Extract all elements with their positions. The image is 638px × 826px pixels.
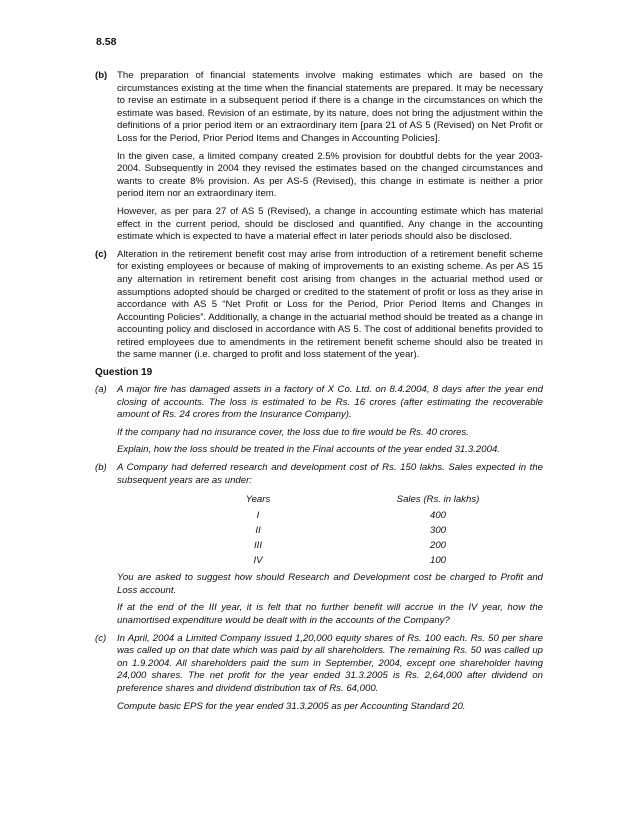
answer-b bbox=[95, 70, 543, 244]
question-c bbox=[95, 633, 543, 714]
table-cell-sales: 300 bbox=[429, 525, 446, 537]
table-header-sales: Sales (Rs. in lakhs) bbox=[396, 494, 480, 506]
table-header-years: Years bbox=[245, 494, 271, 506]
table-cell-sales: 200 bbox=[429, 540, 446, 552]
paragraph: Alteration in the retirement benefit cost may arise from introduction of a retirement benefit scheme for existing employees or because of making of improvements to an existing scheme. As per AS 15 any alternation in retirement benefit cost arising from changes in the actuarial method used or assumptions adopted should be charged or credited to the statement of profit or loss as they arise in accordance with AS 5 “Net Profit or Loss for the Period, Prior Period Items and Changes in Accounting Policies”. Additionally, a change in the actuarial method should be treated as a change in accounting policy and disclosed in accordance with AS 5. The cost of additional benefits provided to retired employees due to amendments in the retirement benefit scheme should also be treated in the same manner (i.e. charged to profit and loss statement of the year). bbox=[117, 248, 543, 361]
table-cell-year: IV bbox=[253, 555, 263, 567]
table-cell-year: I bbox=[256, 510, 260, 522]
table-cell-year: II bbox=[255, 525, 261, 537]
table-row bbox=[183, 523, 483, 538]
table-row bbox=[183, 508, 483, 523]
paragraph: If the company had no insurance cover, the loss due to fire would be Rs. 40 crores. bbox=[117, 426, 469, 438]
paragraph: A Company had deferred research and development cost of Rs. 150 lakhs. Sales expected in the subsequent years are as under: bbox=[117, 462, 543, 486]
paragraph: However, as per para 27 of AS 5 (Revised), a change in accounting estimate which has material effect in the current period, should be disclosed and quantified. Any change in the accounting estimate which is expected to have a material effect in later periods should also be disclosed. bbox=[117, 205, 543, 243]
item-label: (b) bbox=[95, 462, 107, 474]
page-content bbox=[95, 70, 543, 718]
paragraph: The preparation of financial statements involve making estimates which are based on the circumstances existing at the time when the financial statements are prepared. It may be necessary to revise an estimate in a subsequent period if there is a change in the circumstances on which the estimate was based. Revision of an estimate, by its nature, does not bring the adjustment within the definitions of a prior period item or an extraordinary item [para 21 of AS 5 (Revised) on Net Profit or Loss for the Period, Prior Period Items and Changes in Accounting Policies]. bbox=[117, 70, 543, 144]
table-header-row bbox=[183, 492, 483, 508]
table-row bbox=[183, 553, 483, 568]
paragraph: In the given case, a limited company created 2.5% provision for doubtful debts for the year 2003-2004. Subsequently in 2004 they revised the estimates based on the changed circumstances and wants to create 8% provision. As per AS-5 (Revised), this change in estimate is neither a prior period item nor an extraordinary item. bbox=[117, 150, 543, 200]
page-number: 8.58 bbox=[96, 36, 117, 48]
table-cell-sales: 100 bbox=[429, 555, 446, 567]
table-cell-sales: 400 bbox=[429, 510, 446, 522]
table-row bbox=[183, 538, 483, 553]
item-label: (c) bbox=[95, 248, 107, 260]
paragraph: You are asked to suggest how should Research and Development cost be charged to Profit and Loss account. bbox=[117, 572, 543, 596]
paragraph: In April, 2004 a Limited Company issued 1,20,000 equity shares of Rs. 100 each. Rs. 50 per share was called up on that date which was paid by all shareholders. The remaining Rs. 50 was called up on 1.9.2004. All shareholders paid the sum in September, 2004, except one shareholder having 24,000 shares. The net profit for the year ended 31.3.2005 is Rs. 2,64,000 after dividend on preference shares and dividend distribution tax of Rs. 64,000. bbox=[117, 632, 543, 694]
paragraph: Compute basic EPS for the year ended 31.3.2005 as per Accounting Standard 20. bbox=[117, 700, 466, 712]
item-label: (b) bbox=[95, 70, 108, 81]
answer-c bbox=[95, 249, 543, 362]
paragraph: A major fire has damaged assets in a factory of X Co. Ltd. on 8.4.2004, 8 days after the year end closing of accounts. The loss is estimated to be Rs. 16 crores (after estimating the recoverable amount of Rs. 24 crores from the Insurance Company). bbox=[117, 384, 543, 421]
question-b bbox=[95, 462, 543, 628]
sales-table bbox=[183, 492, 483, 568]
paragraph: If at the end of the III year, it is felt that no further benefit will accrue in the IV year, how the unamortised expenditure would be dealt with in the accounts of the Company? bbox=[117, 602, 543, 626]
table-cell-year: III bbox=[254, 540, 262, 552]
question-a bbox=[95, 384, 543, 457]
paragraph: Explain, how the loss should be treated in the Final accounts of the year ended 31.3.2004. bbox=[117, 444, 500, 456]
question-heading: Question 19 bbox=[95, 367, 153, 379]
item-label: (c) bbox=[95, 632, 107, 644]
item-label: (a) bbox=[95, 384, 107, 396]
